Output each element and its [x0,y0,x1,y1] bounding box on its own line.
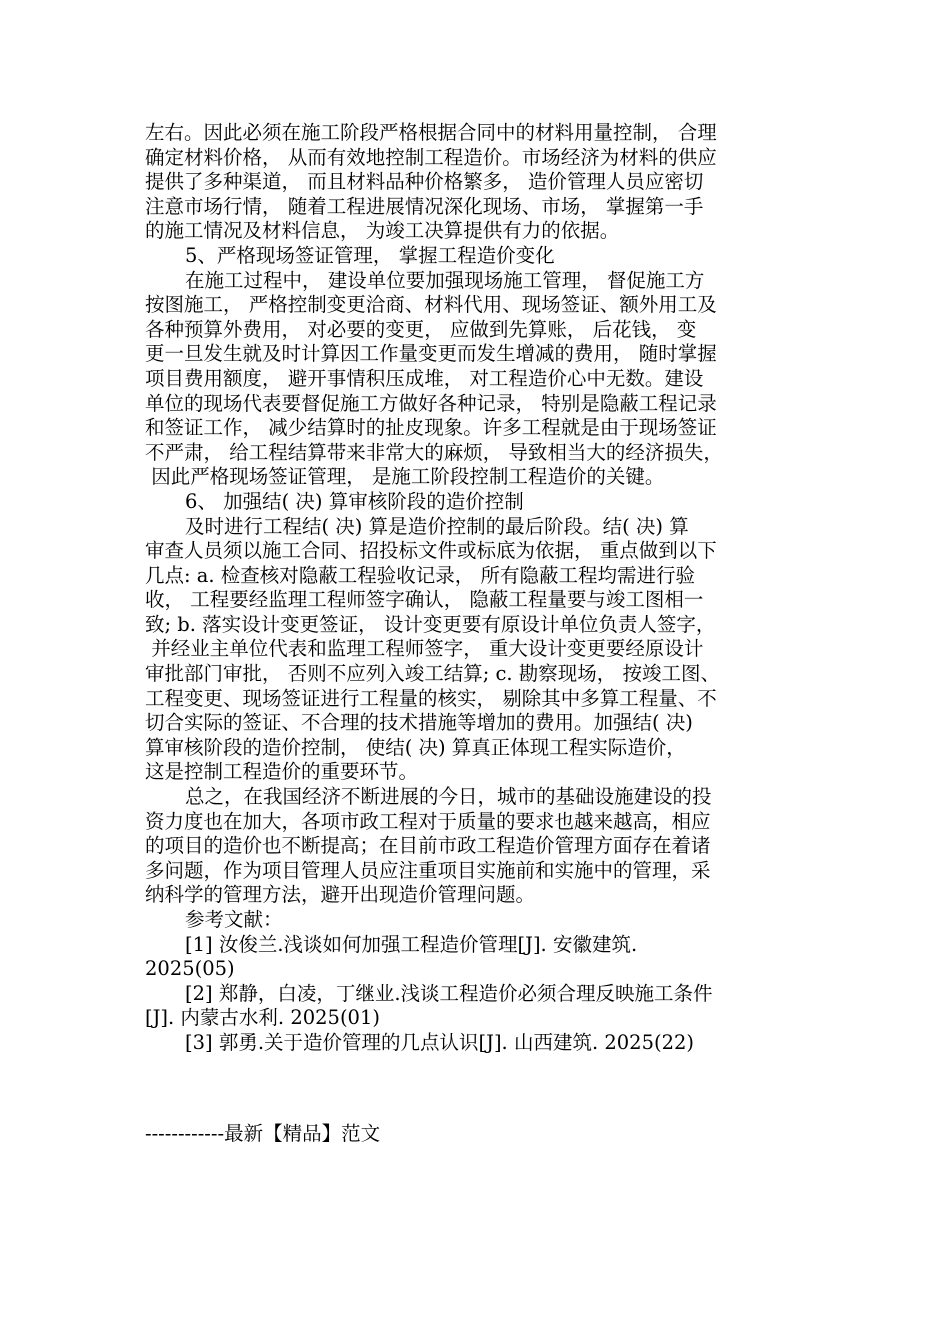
text-line: 的项目的造价也不断提高；在目前市政工程造价管理方面存在着诸 [145,834,711,858]
references-heading: 参考文献： [185,908,283,931]
text-line: 总之，在我国经济不断进展的今日，城市的基础设施建设的投 [185,785,712,809]
text-line: 算审核阶段的造价控制， 使结( 决) 算真正体现工程实际造价， [145,735,686,759]
footer-label: ------------最新【精品】范文 [145,1122,381,1145]
text-line: 收， 工程要经监理工程师签字确认， 隐蔽工程量要与竣工图相一 [145,588,704,612]
text-line: 左右。因此必须在施工阶段严格根据合同中的材料用量控制， 合理 [145,121,717,144]
text-line: 单位的现场代表要督促施工方做好各种记录， 特别是隐蔽工程记录 [145,391,717,415]
text-line: 审批部门审批， 否则不应列入竣工结算; c. 勘察现场， 按竣工图、 [145,662,720,686]
reference-item: [2] 郑静，白凌，丁继业.浅谈工程造价必须合理反映施工条件 [185,981,713,1005]
section-heading-5: 5、严格现场签证管理， 掌握工程造价变化 [185,243,555,267]
text-line: 注意市场行情， 随着工程进展情况深化现场、市场， 掌握第一手 [145,194,704,218]
text-line: 确定材料价格， 从而有效地控制工程造价。市场经济为材料的供应 [145,145,717,169]
reference-item: [1] 汝俊兰.浅谈如何加强工程造价管理[J]. 安徽建筑. [185,932,638,956]
text-line: 和签证工作， 减少结算时的扯皮现象。许多工程就是由于现场签证 [145,416,717,440]
text-line: 更一旦发生就及时计算因工作量变更而发生增减的费用， 随时掌握 [145,342,717,366]
text-line: 审查人员须以施工合同、招投标文件或标底为依据， 重点做到以下 [145,539,717,563]
text-line: 几点: a. 检查核对隐蔽工程验收记录， 所有隐蔽工程均需进行验 [145,563,695,587]
text-line: 的施工情况及材料信息， 为竣工决算提供有力的依据。 [145,219,620,243]
document-body [145,121,817,1056]
text-line: 致; b. 落实设计变更签证， 设计变更要有原设计单位负责人签字， [145,612,716,636]
text-line: 及时进行工程结( 决) 算是造价控制的最后阶段。结( 决) 算 [185,514,689,538]
text-line: 纳科学的管理方法，避开出现造价管理问题。 [145,883,536,907]
reference-item-cont: 2025(05) [145,957,235,981]
text-line: 多问题，作为项目管理人员应注重项目实施前和实施中的管理，采 [145,858,711,882]
text-line: 不严肃， 给工程结算带来非常大的麻烦， 导致相当大的经济损失， [145,440,723,464]
text-line: 资力度也在加大，各项市政工程对于质量的要求也越来越高，相应 [145,809,711,833]
text-line: 提供了多种渠道， 而且材料品种价格繁多， 造价管理人员应密切 [145,170,704,194]
text-line: 因此严格现场签证管理， 是施工阶段控制工程造价的关键。 [145,465,665,489]
text-line: 在施工过程中， 建设单位要加强现场施工管理， 督促施工方 [185,268,705,292]
text-line: 项目费用额度， 避开事情积压成堆， 对工程造价心中无数。建设 [145,366,704,390]
text-line: 并经业主单位代表和监理工程师签字， 重大设计变更要经原设计 [145,637,704,661]
text-line: 工程变更、现场签证进行工程量的核实， 剔除其中多算工程量、不 [145,686,717,710]
text-line: 切合实际的签证、不合理的技术措施等增加的费用。加强结( 决) [145,711,693,735]
text-line: 各种预算外费用， 对必要的变更， 应做到先算账， 后花钱， 变 [145,317,697,341]
text-line: 按图施工， 严格控制变更洽商、材料代用、现场签证、额外用工及 [145,293,717,317]
reference-item: [3] 郭勇.关于造价管理的几点认识[J]. 山西建筑. 2025(22) [185,1030,694,1054]
section-heading-6: 6、 加强结( 决) 算审核阶段的造价控制 [185,489,524,513]
reference-item-cont: [J]. 内蒙古水利. 2025(01) [145,1006,380,1030]
text-line: 这是控制工程造价的重要环节。 [145,760,419,784]
